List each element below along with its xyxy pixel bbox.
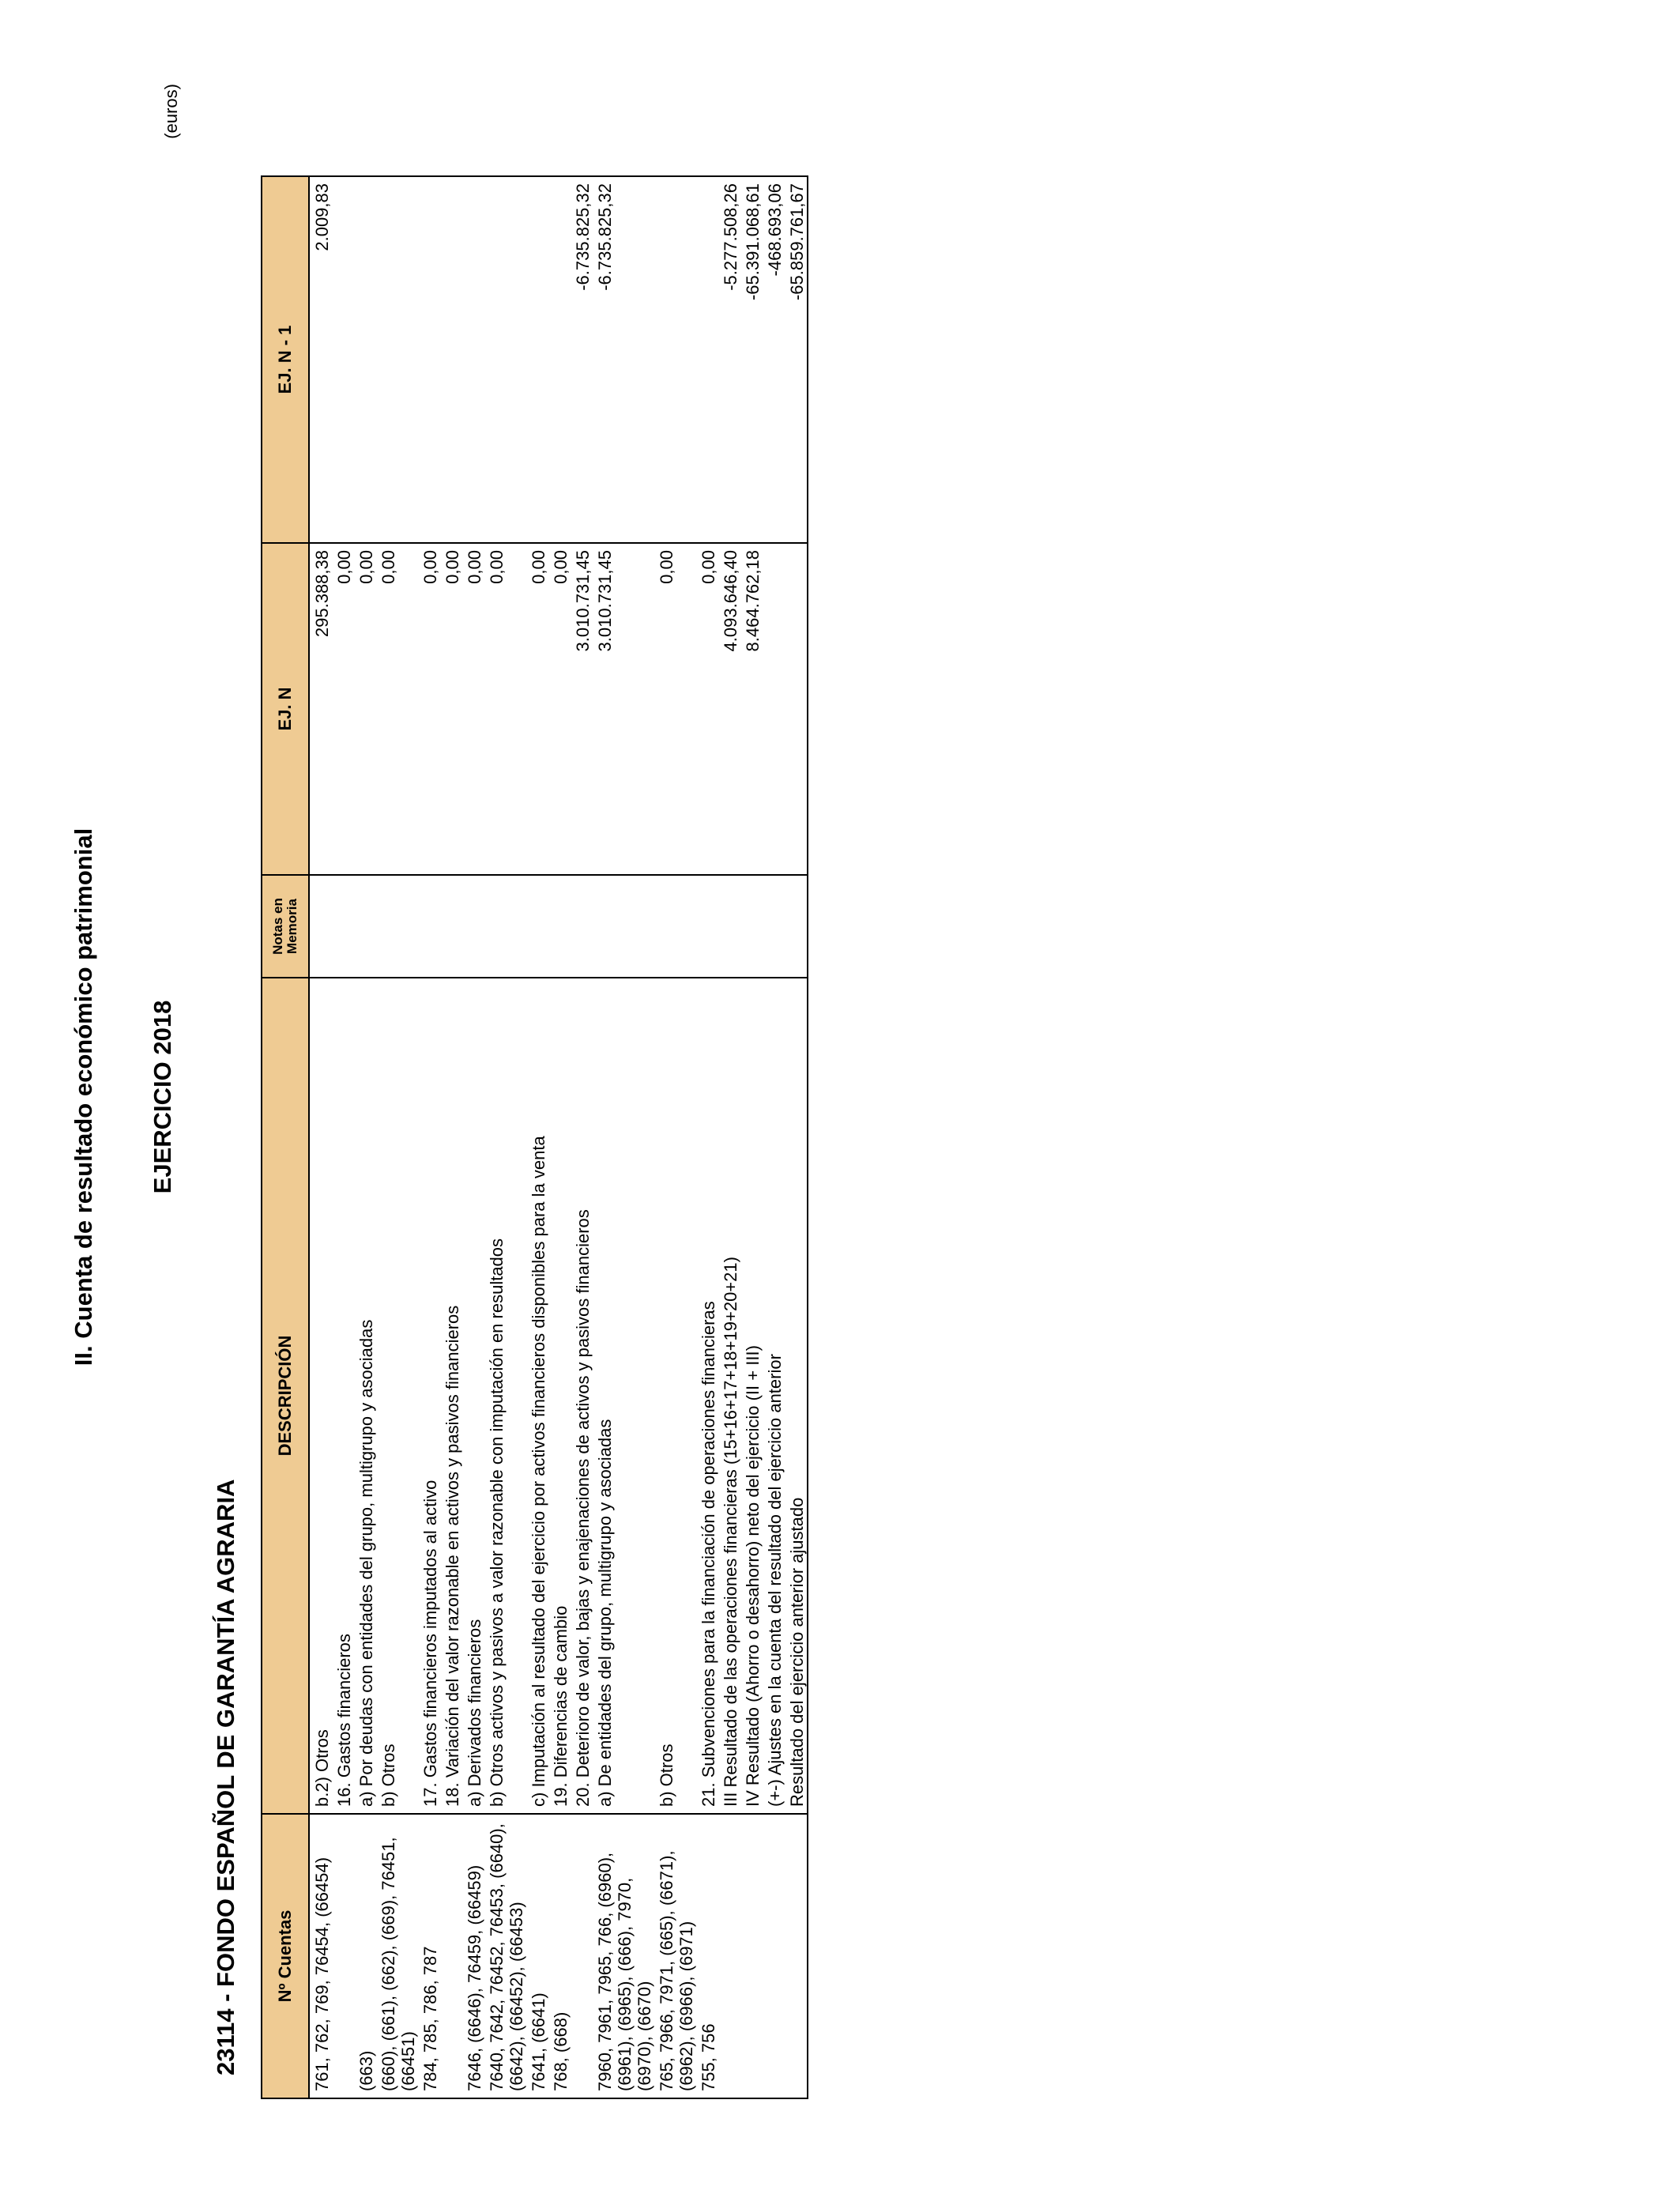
cell-notes: [785, 875, 808, 978]
cell-notes: [548, 875, 571, 978]
cell-description: Resultado del ejercicio anterior ajustado: [785, 978, 808, 1814]
cell-notes: [696, 875, 718, 978]
table-row: [462, 176, 484, 2098]
table-row: [526, 176, 548, 2098]
cell-accounts: 7646, (6646), 76459, (66459): [462, 1814, 484, 2098]
table-row: [740, 176, 763, 2098]
cell-notes: [376, 875, 418, 978]
cell-current-year: 0,00: [526, 543, 548, 875]
cell-current-year: 8.464.762,18: [740, 543, 763, 875]
cell-current-year: 0,00: [654, 543, 696, 875]
cell-notes: [654, 875, 696, 978]
cell-description: 19. Diferencias de cambio: [548, 978, 571, 1814]
header-description: DESCRIPCIÓN: [262, 978, 309, 1814]
cell-description: a) De entidades del grupo, multigrupo y asociadas: [593, 978, 654, 1814]
cell-description: b) Otros activos y pasivos a valor razonable con imputación en resultados: [484, 978, 526, 1814]
cell-description: a) Por deudas con entidades del grupo, multigrupo y asociadas: [354, 978, 376, 1814]
cell-accounts: (663): [354, 1814, 376, 2098]
cell-description: III Resultado de las operaciones financieras (15+16+17+18+19+20+21): [718, 978, 740, 1814]
cell-previous-year: [354, 176, 376, 543]
cell-accounts: [440, 1814, 462, 2098]
cell-accounts: 784, 785, 786, 787: [418, 1814, 440, 2098]
cell-previous-year: [526, 176, 548, 543]
header-previous-year: EJ. N - 1: [262, 176, 309, 543]
cell-current-year: 0,00: [548, 543, 571, 875]
cell-accounts: [740, 1814, 763, 2098]
cell-notes: [309, 875, 332, 978]
table-row: [376, 176, 418, 2098]
cell-notes: [593, 875, 654, 978]
currency-units: (euros): [161, 84, 181, 139]
table-row: [484, 176, 526, 2098]
cell-description: IV Resultado (Ahorro o desahorro) neto del ejercicio (II + III): [740, 978, 763, 1814]
cell-current-year: 0,00: [354, 543, 376, 875]
cell-notes: [718, 875, 740, 978]
entity-name: 23114 - FONDO ESPAÑOL DE GARANTÍA AGRARIA: [212, 1479, 239, 2075]
table-row: [418, 176, 440, 2098]
cell-previous-year: [376, 176, 418, 543]
table-row: [785, 176, 808, 2098]
cell-accounts: 7640, 7642, 76452, 76453, (6640), (6642), (66452), (66453): [484, 1814, 526, 2098]
cell-current-year: 0,00: [484, 543, 526, 875]
cell-previous-year: [440, 176, 462, 543]
cell-notes: [571, 875, 593, 978]
cell-previous-year: -6.735.825,32: [593, 176, 654, 543]
cell-current-year: 3.010.731,45: [571, 543, 593, 875]
header-accounts: Nº Cuentas: [262, 1814, 309, 2098]
cell-previous-year: [696, 176, 718, 543]
header-current-year: EJ. N: [262, 543, 309, 875]
cell-previous-year: -65.859.761,67: [785, 176, 808, 543]
cell-previous-year: [654, 176, 696, 543]
cell-current-year: 0,00: [440, 543, 462, 875]
cell-description: 18. Variación del valor razonable en activos y pasivos financieros: [440, 978, 462, 1814]
table-body: [309, 176, 808, 2098]
document-title: II. Cuenta de resultado económico patrimonial: [70, 827, 97, 1367]
cell-previous-year: -468.693,06: [763, 176, 785, 543]
cell-description: 17. Gastos financieros imputados al activo: [418, 978, 440, 1814]
table-row: [763, 176, 785, 2098]
cell-description: 16. Gastos financieros: [332, 978, 354, 1814]
cell-description: b.2) Otros: [309, 978, 332, 1814]
exercise-year: EJERCICIO 2018: [149, 1000, 176, 1194]
table-row: [309, 176, 332, 2098]
table-row: [718, 176, 740, 2098]
table-header-row: [262, 176, 309, 2098]
cell-previous-year: [418, 176, 440, 543]
cell-accounts: [571, 1814, 593, 2098]
cell-accounts: [785, 1814, 808, 2098]
cell-notes: [332, 875, 354, 978]
cell-notes: [354, 875, 376, 978]
cell-current-year: [763, 543, 785, 875]
cell-accounts: (660), (661), (662), (669), 76451, (66451): [376, 1814, 418, 2098]
cell-current-year: 0,00: [696, 543, 718, 875]
cell-previous-year: -6.735.825,32: [571, 176, 593, 543]
cell-notes: [440, 875, 462, 978]
cell-description: c) Imputación al resultado del ejercicio por activos financieros disponibles para la venta: [526, 978, 548, 1814]
cell-accounts: [718, 1814, 740, 2098]
cell-accounts: [332, 1814, 354, 2098]
cell-previous-year: [548, 176, 571, 543]
cell-previous-year: [462, 176, 484, 543]
table-row: [571, 176, 593, 2098]
header-notes: Notas en Memoria: [262, 875, 309, 978]
cell-accounts: 765, 7966, 7971, (665), (6671), (6962), (6966), (6971): [654, 1814, 696, 2098]
cell-notes: [484, 875, 526, 978]
table-row: [593, 176, 654, 2098]
cell-current-year: [785, 543, 808, 875]
cell-current-year: 295.388,38: [309, 543, 332, 875]
cell-previous-year: 2.009,83: [309, 176, 332, 543]
cell-current-year: 4.093.646,40: [718, 543, 740, 875]
cell-current-year: 0,00: [418, 543, 440, 875]
table-row: [654, 176, 696, 2098]
cell-accounts: 7960, 7961, 7965, 766, (6960), (6961), (6965), (666), 7970, (6970), (6670): [593, 1814, 654, 2098]
cell-notes: [462, 875, 484, 978]
cell-current-year: 0,00: [376, 543, 418, 875]
cell-previous-year: [484, 176, 526, 543]
cell-notes: [526, 875, 548, 978]
cell-current-year: 0,00: [462, 543, 484, 875]
cell-description: b) Otros: [376, 978, 418, 1814]
cell-current-year: 3.010.731,45: [593, 543, 654, 875]
cell-current-year: 0,00: [332, 543, 354, 875]
cell-previous-year: [332, 176, 354, 543]
table-row: [354, 176, 376, 2098]
cell-notes: [740, 875, 763, 978]
cell-description: b) Otros: [654, 978, 696, 1814]
results-table: [261, 175, 808, 2099]
table-row: [548, 176, 571, 2098]
cell-description: (+-) Ajustes en la cuenta del resultado del ejercicio anterior: [763, 978, 785, 1814]
cell-notes: [418, 875, 440, 978]
cell-description: a) Derivados financieros: [462, 978, 484, 1814]
cell-accounts: 761, 762, 769, 76454, (66454): [309, 1814, 332, 2098]
cell-accounts: [763, 1814, 785, 2098]
cell-previous-year: -5.277.508,26: [718, 176, 740, 543]
cell-notes: [763, 875, 785, 978]
table-row: [332, 176, 354, 2098]
cell-accounts: 768, (668): [548, 1814, 571, 2098]
cell-accounts: 755, 756: [696, 1814, 718, 2098]
cell-accounts: 7641, (6641): [526, 1814, 548, 2098]
table-row: [696, 176, 718, 2098]
cell-description: 20. Deterioro de valor, bajas y enajenaciones de activos y pasivos financieros: [571, 978, 593, 1814]
cell-previous-year: -65.391.068,61: [740, 176, 763, 543]
cell-description: 21. Subvenciones para la financiación de operaciones financieras: [696, 978, 718, 1814]
table-row: [440, 176, 462, 2098]
